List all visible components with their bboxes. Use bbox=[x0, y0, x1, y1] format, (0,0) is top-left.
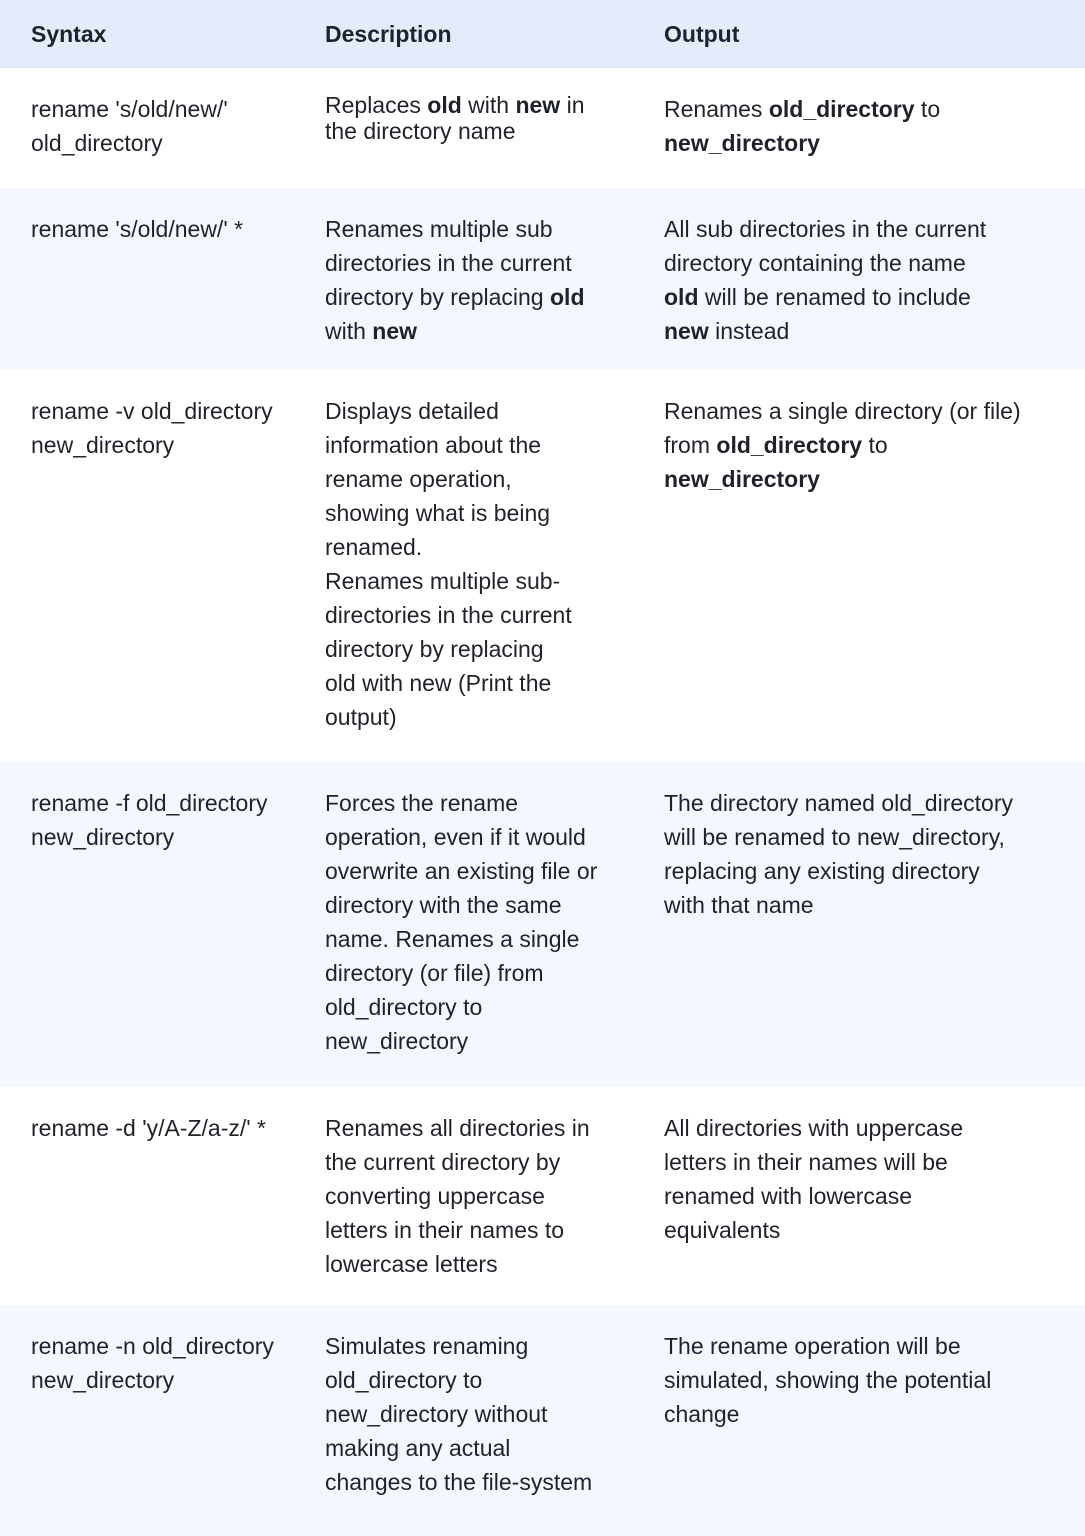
text-run: replacing any existing directory bbox=[664, 858, 980, 884]
cell-line bbox=[325, 598, 625, 632]
cell-line: new_directory bbox=[31, 824, 175, 850]
text-run: Simulates renaming bbox=[325, 1333, 529, 1359]
text-run: change bbox=[664, 1401, 740, 1427]
cell-line bbox=[325, 1363, 625, 1397]
text-run: showing what is being bbox=[325, 500, 551, 526]
syntax-cell bbox=[31, 92, 301, 160]
text-run: new_directory without bbox=[325, 1401, 548, 1427]
cell-line bbox=[664, 1111, 1049, 1145]
cell-line bbox=[325, 922, 625, 956]
output-cell bbox=[664, 394, 1049, 496]
text-run: with bbox=[325, 318, 373, 344]
cell-line bbox=[325, 564, 625, 598]
text-run: Displays detailed bbox=[325, 398, 499, 424]
text-run: directory with the same bbox=[325, 892, 562, 918]
text-run: old with new (Print the bbox=[325, 670, 552, 696]
description-cell bbox=[325, 1111, 625, 1281]
syntax-cell bbox=[31, 1111, 301, 1145]
output-cell bbox=[664, 1111, 1049, 1247]
bold-term: new_directory bbox=[664, 466, 820, 492]
cell-line bbox=[664, 246, 1049, 280]
cell-line: rename -f old_directory bbox=[31, 790, 268, 816]
text-run: All sub directories in the current bbox=[664, 216, 987, 242]
cell-line bbox=[664, 854, 1049, 888]
cell-line bbox=[325, 1431, 625, 1465]
cell-line bbox=[664, 1329, 1049, 1363]
cell-line bbox=[664, 1179, 1049, 1213]
text-run: to bbox=[862, 432, 888, 458]
cell-line bbox=[664, 888, 1049, 922]
text-run: from bbox=[664, 432, 717, 458]
description-cell bbox=[325, 92, 625, 144]
cell-line: rename -n old_directory bbox=[31, 1333, 274, 1359]
text-run: directory by replacing bbox=[325, 636, 544, 662]
cell-line bbox=[664, 212, 1049, 246]
syntax-cell bbox=[31, 786, 301, 854]
cell-line bbox=[325, 1247, 625, 1281]
bold-term: new bbox=[372, 318, 418, 344]
text-run: directories in the current bbox=[325, 602, 572, 628]
output-cell bbox=[664, 92, 1049, 160]
table-row bbox=[0, 68, 1085, 188]
text-run: directories in the current bbox=[325, 250, 572, 276]
text-run: the current directory by bbox=[325, 1149, 561, 1175]
cell-line bbox=[325, 786, 625, 820]
text-run: The directory named old_directory bbox=[664, 790, 1013, 816]
cell-line bbox=[664, 394, 1049, 428]
cell-line bbox=[325, 92, 625, 118]
cell-line bbox=[325, 428, 625, 462]
cell-line bbox=[664, 428, 1049, 462]
text-run: renamed with lowercase bbox=[664, 1183, 913, 1209]
description-cell bbox=[325, 212, 625, 348]
cell-line: rename 's/old/new/' * bbox=[31, 216, 244, 242]
text-run: to bbox=[914, 96, 941, 122]
cell-line bbox=[325, 212, 625, 246]
text-run: Renames multiple sub bbox=[325, 216, 553, 242]
bold-term: old bbox=[550, 284, 585, 310]
cell-line bbox=[664, 1397, 1049, 1431]
text-run: Renames multiple sub- bbox=[325, 568, 561, 594]
text-run: output) bbox=[325, 704, 397, 730]
cell-line: rename 's/old/new/' bbox=[31, 96, 228, 122]
syntax-cell bbox=[31, 212, 301, 246]
cell-line bbox=[664, 314, 1049, 348]
text-run: old_directory to bbox=[325, 1367, 483, 1393]
description-cell bbox=[325, 786, 625, 1058]
text-run: old_directory to bbox=[325, 994, 483, 1020]
cell-line bbox=[664, 1145, 1049, 1179]
table-row bbox=[0, 762, 1085, 1087]
text-run: name. Renames a single bbox=[325, 926, 580, 952]
cell-line bbox=[325, 632, 625, 666]
header-output: Output bbox=[664, 21, 740, 47]
text-run: Renames a single directory (or file) bbox=[664, 398, 1021, 424]
text-run: renamed. bbox=[325, 534, 423, 560]
description-cell bbox=[325, 394, 625, 734]
text-run: converting uppercase bbox=[325, 1183, 545, 1209]
text-run: directory containing the name bbox=[664, 250, 966, 276]
description-cell bbox=[325, 1329, 625, 1499]
text-run: simulated, showing the potential bbox=[664, 1367, 992, 1393]
cell-line: rename -v old_directory bbox=[31, 398, 273, 424]
text-run: instead bbox=[708, 318, 790, 344]
cell-line: new_directory bbox=[31, 432, 175, 458]
cell-line bbox=[325, 246, 625, 280]
text-run: with that name bbox=[664, 892, 814, 918]
text-run: overwrite an existing file or bbox=[325, 858, 598, 884]
table-header-row bbox=[0, 0, 1085, 68]
cell-line bbox=[325, 280, 625, 314]
output-cell bbox=[664, 212, 1049, 348]
text-run: the directory name bbox=[325, 118, 516, 144]
cell-line bbox=[664, 786, 1049, 820]
table-row bbox=[0, 370, 1085, 762]
bold-term: old bbox=[427, 92, 462, 118]
cell-line bbox=[325, 956, 625, 990]
text-run: will be renamed to include bbox=[698, 284, 971, 310]
text-run: making any actual bbox=[325, 1435, 511, 1461]
bold-term: old bbox=[664, 284, 699, 310]
cell-line bbox=[325, 118, 625, 144]
cell-line bbox=[664, 462, 1049, 496]
bold-term: new_directory bbox=[664, 130, 820, 156]
syntax-cell bbox=[31, 1329, 301, 1397]
cell-line bbox=[664, 92, 1049, 126]
text-run: will be renamed to new_directory, bbox=[664, 824, 1005, 850]
cell-line bbox=[664, 280, 1049, 314]
cell-line: new_directory bbox=[31, 1367, 175, 1393]
cell-line bbox=[664, 1363, 1049, 1397]
header-description: Description bbox=[325, 21, 452, 47]
text-run: with bbox=[461, 92, 516, 118]
text-run: new_directory bbox=[325, 1028, 469, 1054]
text-run: letters in their names to bbox=[325, 1217, 565, 1243]
text-run: The rename operation will be bbox=[664, 1333, 961, 1359]
cell-line bbox=[325, 700, 625, 734]
bold-term: old_directory bbox=[768, 96, 915, 122]
table-row bbox=[0, 1305, 1085, 1536]
table-row bbox=[0, 188, 1085, 370]
cell-line bbox=[325, 496, 625, 530]
cell-line bbox=[325, 1024, 625, 1058]
bold-term: new bbox=[515, 92, 561, 118]
text-run: directory (or file) from bbox=[325, 960, 544, 986]
cell-line: old_directory bbox=[31, 130, 163, 156]
cell-line bbox=[325, 1213, 625, 1247]
cell-line bbox=[664, 1213, 1049, 1247]
bold-term: new bbox=[664, 318, 709, 344]
cell-line bbox=[325, 1145, 625, 1179]
header-syntax: Syntax bbox=[31, 21, 107, 47]
text-run: directory by replacing bbox=[325, 284, 550, 310]
table-row bbox=[0, 1087, 1085, 1305]
bold-term: old_directory bbox=[716, 432, 863, 458]
text-run: Renames bbox=[664, 96, 769, 122]
cell-line bbox=[325, 1397, 625, 1431]
cell-line bbox=[325, 854, 625, 888]
syntax-cell bbox=[31, 394, 301, 462]
cell-line bbox=[325, 1329, 625, 1363]
text-run: changes to the file-system bbox=[325, 1469, 593, 1495]
cell-line bbox=[325, 888, 625, 922]
cell-line bbox=[325, 1111, 625, 1145]
text-run: equivalents bbox=[664, 1217, 781, 1243]
text-run: All directories with uppercase bbox=[664, 1115, 964, 1141]
text-run: letters in their names will be bbox=[664, 1149, 948, 1175]
cell-line bbox=[664, 820, 1049, 854]
cell-line bbox=[325, 666, 625, 700]
text-run: information about the bbox=[325, 432, 542, 458]
cell-line bbox=[325, 820, 625, 854]
text-run: Forces the rename bbox=[325, 790, 519, 816]
cell-line bbox=[325, 462, 625, 496]
cell-line bbox=[664, 126, 1049, 160]
cell-line bbox=[325, 394, 625, 428]
text-run: Renames all directories in bbox=[325, 1115, 590, 1141]
cell-line bbox=[325, 314, 625, 348]
cell-line bbox=[325, 1179, 625, 1213]
cell-line bbox=[325, 990, 625, 1024]
output-cell bbox=[664, 786, 1049, 922]
cell-line bbox=[325, 1465, 625, 1499]
text-run: operation, even if it would bbox=[325, 824, 586, 850]
cell-line: rename -d 'y/A-Z/a-z/' * bbox=[31, 1115, 267, 1141]
text-run: rename operation, bbox=[325, 466, 512, 492]
output-cell bbox=[664, 1329, 1049, 1431]
text-run: in bbox=[560, 92, 585, 118]
text-run: Replaces bbox=[325, 92, 428, 118]
text-run: lowercase letters bbox=[325, 1251, 498, 1277]
cell-line bbox=[325, 530, 625, 564]
